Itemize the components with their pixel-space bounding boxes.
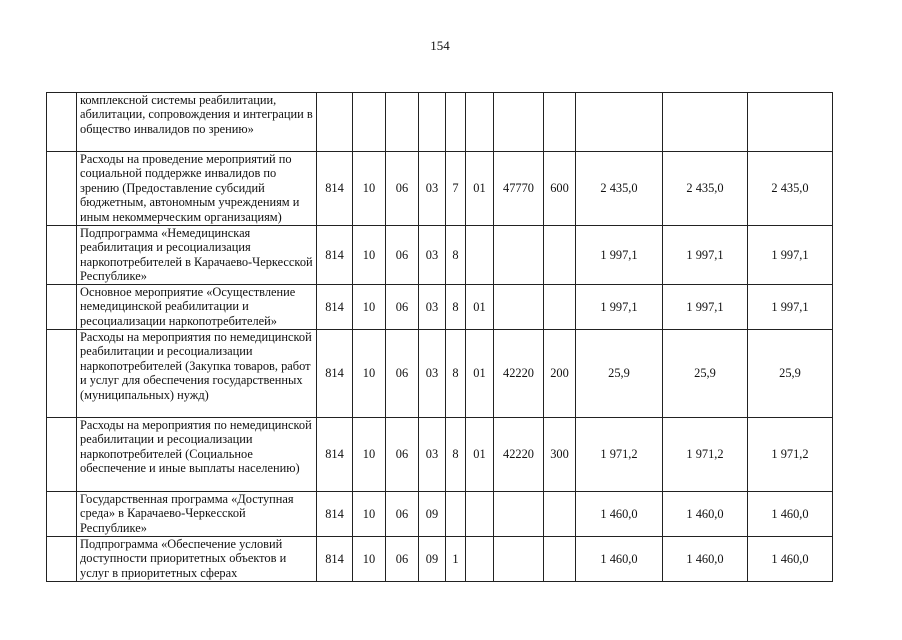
admin-code-cell: 814 (317, 537, 353, 582)
item-name-cell: комплексной системы реабилитации, абилитации, сопровождения и интеграции в общество инвалидов по зрению» (77, 93, 317, 152)
event-code-cell: 01 (466, 285, 494, 330)
table-row (47, 152, 833, 226)
amount-year-2-cell: 1 997,1 (663, 285, 748, 330)
direction-code-cell (494, 537, 544, 582)
direction-code-cell (494, 492, 544, 537)
amount-year-1-cell: 1 997,1 (576, 285, 663, 330)
table-row (47, 492, 833, 537)
amount-year-3-cell: 1 971,2 (748, 418, 833, 492)
program-code-cell: 03 (419, 226, 446, 285)
admin-code-cell: 814 (317, 226, 353, 285)
program-code-cell: 03 (419, 285, 446, 330)
event-code-cell: 01 (466, 330, 494, 418)
expense-type-code-cell (544, 285, 576, 330)
expense-type-code-cell (544, 93, 576, 152)
row-number-cell (47, 492, 77, 537)
event-code-cell (466, 492, 494, 537)
admin-code-cell (317, 93, 353, 152)
section-code-cell: 10 (353, 537, 386, 582)
subsection-code-cell: 06 (386, 418, 419, 492)
subsection-code-cell: 06 (386, 226, 419, 285)
amount-year-3-cell: 1 460,0 (748, 492, 833, 537)
item-name-cell: Подпрограмма «Обеспечение условий доступности приоритетных объектов и услуг в приоритетных сферах (77, 537, 317, 582)
event-code-cell (466, 226, 494, 285)
amount-year-1-cell: 1 971,2 (576, 418, 663, 492)
amount-year-1-cell: 2 435,0 (576, 152, 663, 226)
subsection-code-cell: 06 (386, 285, 419, 330)
admin-code-cell: 814 (317, 492, 353, 537)
row-number-cell (47, 226, 77, 285)
subsection-code-cell: 06 (386, 537, 419, 582)
amount-year-1-cell: 1 460,0 (576, 537, 663, 582)
item-name-cell: Расходы на проведение мероприятий по социальной поддержке инвалидов по зрению (Предоставление субсидий бюджетным, автономным учреждениям и иным некоммерческим организациям) (77, 152, 317, 226)
row-number-cell (47, 93, 77, 152)
item-name-cell: Государственная программа «Доступная среда» в Карачаево-Черкесской Республике» (77, 492, 317, 537)
direction-code-cell: 42220 (494, 418, 544, 492)
expense-type-code-cell: 600 (544, 152, 576, 226)
table-row (47, 537, 833, 582)
subprogram-code-cell: 1 (446, 537, 466, 582)
event-code-cell: 01 (466, 418, 494, 492)
subprogram-code-cell: 8 (446, 330, 466, 418)
section-code-cell (353, 93, 386, 152)
item-name-cell: Расходы на мероприятия по немедицинской реабилитации и ресоциализации наркопотребителей (Закупка товаров, работ и услуг для обеспечения государственных (муниципальных) нужд) (77, 330, 317, 418)
program-code-cell: 03 (419, 330, 446, 418)
table-row (47, 285, 833, 330)
expense-type-code-cell: 200 (544, 330, 576, 418)
budget-table-body (47, 93, 833, 582)
row-number-cell (47, 285, 77, 330)
admin-code-cell: 814 (317, 418, 353, 492)
amount-year-2-cell: 2 435,0 (663, 152, 748, 226)
program-code-cell: 03 (419, 152, 446, 226)
expense-type-code-cell (544, 492, 576, 537)
expense-type-code-cell (544, 226, 576, 285)
direction-code-cell: 47770 (494, 152, 544, 226)
subsection-code-cell: 06 (386, 492, 419, 537)
amount-year-2-cell: 25,9 (663, 330, 748, 418)
program-code-cell: 09 (419, 537, 446, 582)
event-code-cell: 01 (466, 152, 494, 226)
expense-type-code-cell: 300 (544, 418, 576, 492)
section-code-cell: 10 (353, 418, 386, 492)
section-code-cell: 10 (353, 492, 386, 537)
amount-year-3-cell: 2 435,0 (748, 152, 833, 226)
item-name-cell: Основное мероприятие «Осуществление немедицинской реабилитации и ресоциализации наркопотребителей» (77, 285, 317, 330)
table-row (47, 330, 833, 418)
program-code-cell (419, 93, 446, 152)
subprogram-code-cell: 8 (446, 285, 466, 330)
page-number: 154 (430, 38, 450, 53)
amount-year-2-cell: 1 997,1 (663, 226, 748, 285)
amount-year-2-cell (663, 93, 748, 152)
subprogram-code-cell: 8 (446, 418, 466, 492)
section-code-cell: 10 (353, 285, 386, 330)
item-name-cell: Подпрограмма «Немедицинская реабилитация и ресоциализация наркопотребителей в Карачаево-Черкесской Республике» (77, 226, 317, 285)
budget-table (46, 92, 833, 582)
amount-year-1-cell: 1 460,0 (576, 492, 663, 537)
amount-year-1-cell: 25,9 (576, 330, 663, 418)
direction-code-cell: 42220 (494, 330, 544, 418)
amount-year-1-cell (576, 93, 663, 152)
admin-code-cell: 814 (317, 330, 353, 418)
admin-code-cell: 814 (317, 285, 353, 330)
amount-year-3-cell (748, 93, 833, 152)
amount-year-3-cell: 25,9 (748, 330, 833, 418)
subprogram-code-cell: 7 (446, 152, 466, 226)
item-name-cell: Расходы на мероприятия по немедицинской реабилитации и ресоциализации наркопотребителей (Социальное обеспечение и иные выплаты населению) (77, 418, 317, 492)
admin-code-cell: 814 (317, 152, 353, 226)
amount-year-3-cell: 1 460,0 (748, 537, 833, 582)
row-number-cell (47, 537, 77, 582)
row-number-cell (47, 152, 77, 226)
subprogram-code-cell (446, 492, 466, 537)
section-code-cell: 10 (353, 330, 386, 418)
direction-code-cell (494, 285, 544, 330)
amount-year-1-cell: 1 997,1 (576, 226, 663, 285)
amount-year-3-cell: 1 997,1 (748, 285, 833, 330)
event-code-cell (466, 537, 494, 582)
table-row (47, 93, 833, 152)
subsection-code-cell: 06 (386, 330, 419, 418)
direction-code-cell (494, 93, 544, 152)
section-code-cell: 10 (353, 226, 386, 285)
program-code-cell: 03 (419, 418, 446, 492)
amount-year-2-cell: 1 460,0 (663, 492, 748, 537)
direction-code-cell (494, 226, 544, 285)
amount-year-2-cell: 1 460,0 (663, 537, 748, 582)
subprogram-code-cell (446, 93, 466, 152)
subsection-code-cell: 06 (386, 152, 419, 226)
amount-year-2-cell: 1 971,2 (663, 418, 748, 492)
row-number-cell (47, 418, 77, 492)
table-row (47, 418, 833, 492)
program-code-cell: 09 (419, 492, 446, 537)
subsection-code-cell (386, 93, 419, 152)
table-row (47, 226, 833, 285)
expense-type-code-cell (544, 537, 576, 582)
row-number-cell (47, 330, 77, 418)
amount-year-3-cell: 1 997,1 (748, 226, 833, 285)
subprogram-code-cell: 8 (446, 226, 466, 285)
event-code-cell (466, 93, 494, 152)
section-code-cell: 10 (353, 152, 386, 226)
